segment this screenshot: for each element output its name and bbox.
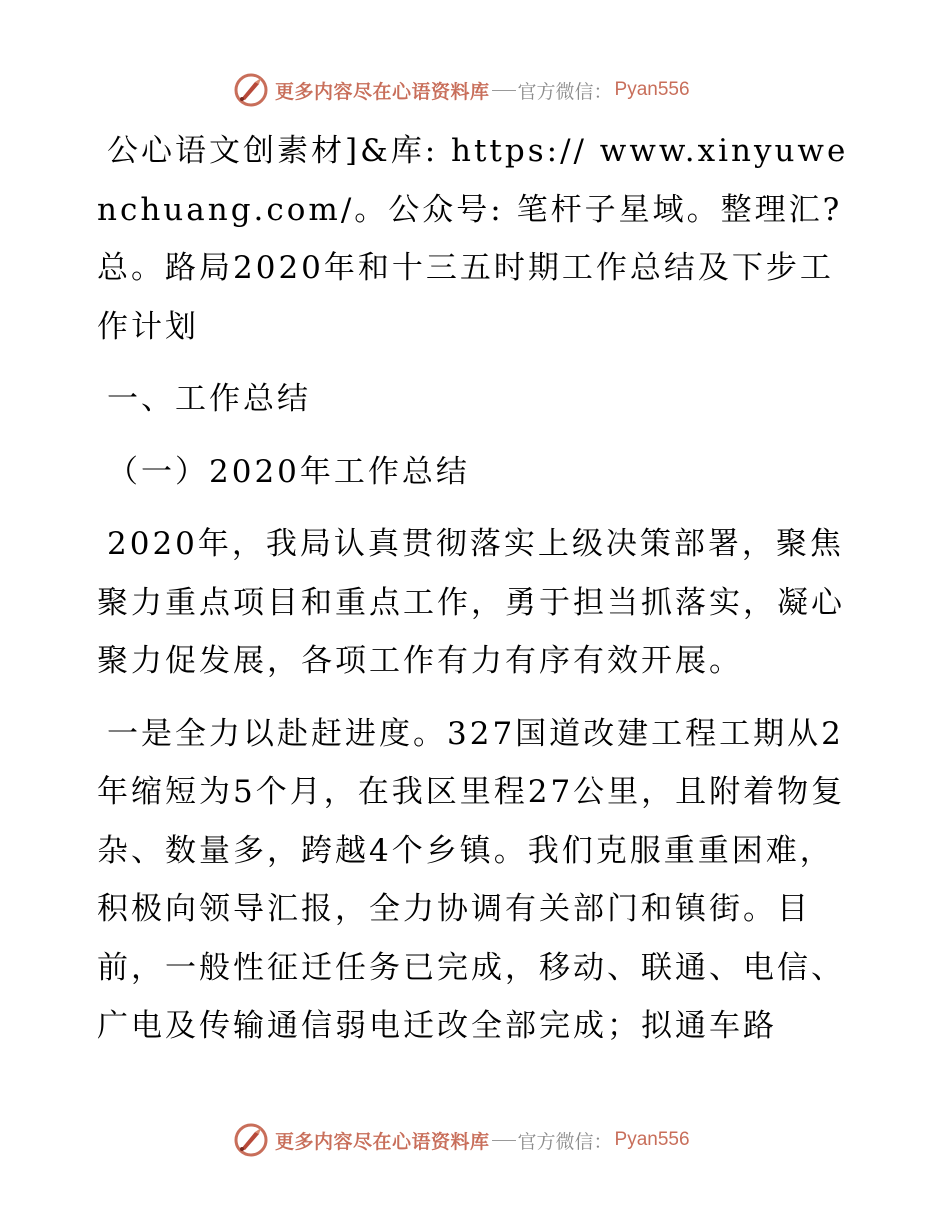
watermark-wechat-label: 官方微信： — [517, 80, 613, 103]
watermark-wechat-id: Pyan556 — [614, 1129, 690, 1150]
quill-pen-circle-icon — [233, 72, 269, 108]
intro-paragraph: 公心语文创素材]&库: https:// www.xinyuwenchuang.com/。公众号: 笔杆子星域。整理汇?总。路局2020年和十三五时期工作总结及下步工作计划 — [97, 133, 849, 345]
watermark-divider — [492, 1140, 516, 1141]
watermark-wechat-label: 官方微信： — [517, 1130, 613, 1153]
subsection-heading: （一）2020年工作总结 — [107, 453, 470, 490]
watermark-brand-text: 更多内容尽在心语资料库 — [275, 1130, 490, 1153]
summary-paragraph: 2020年，我局认真贯彻落实上级决策部署，聚焦聚力重点项目和重点工作，勇于担当抓落实，凝心聚力促发展，各项工作有力有序有效开展。 — [97, 526, 845, 679]
watermark-banner-bottom — [233, 1120, 690, 1160]
watermark-brand-text: 更多内容尽在心语资料库 — [275, 80, 490, 103]
watermark-banner-top — [233, 70, 690, 110]
document-body — [97, 122, 857, 1056]
watermark-wechat-id: Pyan556 — [614, 79, 690, 100]
section-heading: 一、工作总结 — [107, 381, 311, 417]
quill-pen-circle-icon — [233, 1122, 269, 1158]
progress-paragraph: 一是全力以赴赶进度。327国道改建工程工期从2年缩短为5个月，在我区里程27公里，且附着物复杂、数量多，跨越4个乡镇。我们克服重重困难，积极向领导汇报，全力协调有关部门和镇街。目前，一般性征迁任务已完成，移动、联通、电信、广电及传输通信弱电迁改全部完成；拟通车路 — [97, 715, 846, 1044]
watermark-divider — [492, 90, 516, 91]
